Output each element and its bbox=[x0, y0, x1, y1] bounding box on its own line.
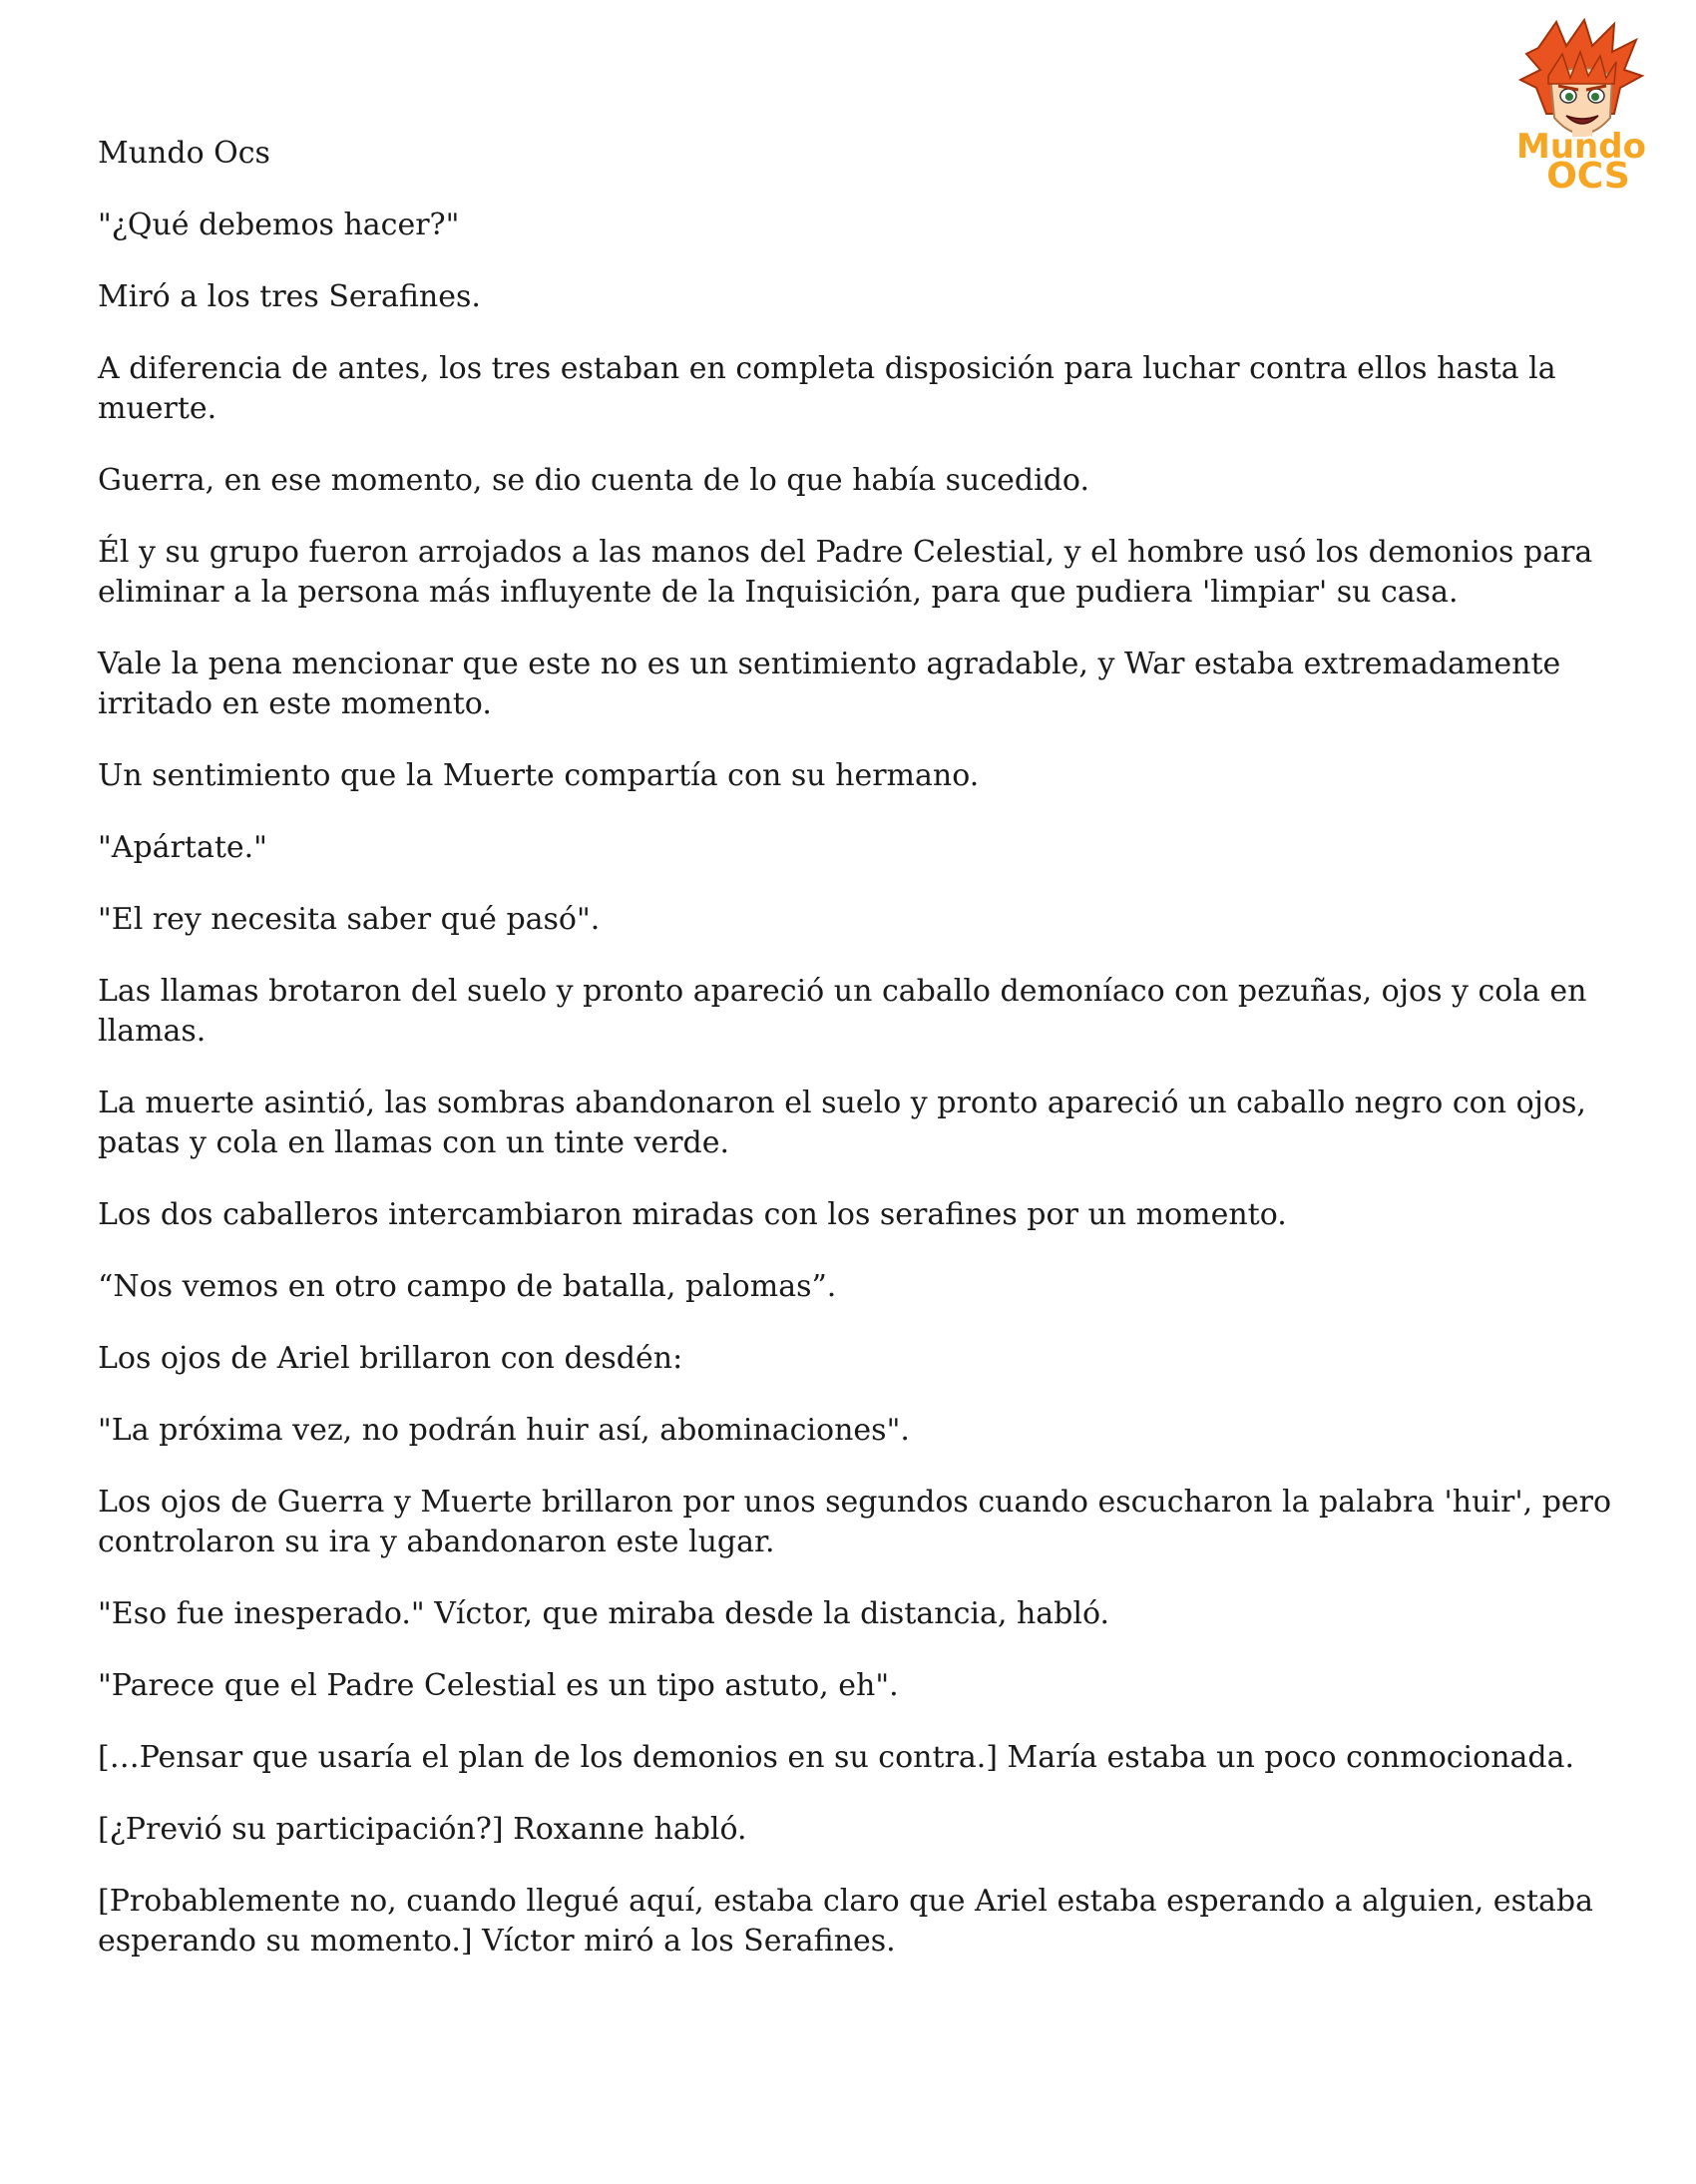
paragraph: Los ojos de Guerra y Muerte brillaron por unos segundos cuando escucharon la palabra 'huir', pero controlaron su ira y abandonaron este lugar. bbox=[98, 1485, 1612, 1559]
paragraph: Miró a los tres Serafines. bbox=[98, 279, 481, 314]
logo-text-line2: OCS bbox=[1546, 156, 1630, 193]
paragraph: "Parece que el Padre Celestial es un tipo astuto, eh". bbox=[98, 1668, 899, 1703]
document-header: Mundo Ocs bbox=[98, 136, 270, 171]
mundo-ocs-logo bbox=[1496, 18, 1666, 193]
paragraph: “Nos vemos en otro campo de batalla, palomas”. bbox=[98, 1269, 837, 1304]
paragraph: "La próxima vez, no podrán huir así, abominaciones". bbox=[98, 1413, 910, 1448]
logo-text-line1: Mundo bbox=[1516, 127, 1646, 167]
paragraph: Vale la pena mencionar que este no es un sentimiento agradable, y War estaba extremadamente irritado en este momento. bbox=[98, 647, 1561, 721]
paragraph: […Pensar que usaría el plan de los demonios en su contra.] María estaba un poco conmocionada. bbox=[98, 1740, 1575, 1775]
paragraph: Los dos caballeros intercambiaron miradas con los serafines por un momento. bbox=[98, 1197, 1287, 1232]
paragraph: Las llamas brotaron del suelo y pronto apareció un caballo demoníaco con pezuñas, ojos y cola en llamas. bbox=[98, 974, 1587, 1049]
paragraph: Él y su grupo fueron arrojados a las manos del Padre Celestial, y el hombre usó los demonios para eliminar a la persona más influyente de la Inquisición, para que pudiera 'limpiar' su casa. bbox=[98, 535, 1593, 610]
logo-wordmark bbox=[1516, 127, 1646, 193]
paragraph: "Apártate." bbox=[98, 830, 267, 865]
paragraph: Un sentimiento que la Muerte compartía con su hermano. bbox=[98, 758, 980, 793]
paragraph: La muerte asintió, las sombras abandonaron el suelo y pronto apareció un caballo negro con ojos, patas y cola en llamas con un tinte verde. bbox=[98, 1086, 1586, 1160]
paragraph: [¿Previó su participación?] Roxanne habló. bbox=[98, 1812, 747, 1847]
paragraph: "El rey necesita saber qué pasó". bbox=[98, 902, 601, 937]
paragraph: "Eso fue inesperado." Víctor, que miraba desde la distancia, habló. bbox=[98, 1596, 1110, 1631]
paragraph: "¿Qué debemos hacer?" bbox=[98, 208, 460, 242]
document-body bbox=[98, 206, 1642, 1993]
paragraph: Los ojos de Ariel brillaron con desdén: bbox=[98, 1341, 683, 1376]
paragraph: [Probablemente no, cuando llegué aquí, estaba claro que Ariel estaba esperando a alguien, estaba esperando su momento.] Víctor miró a los Serafines. bbox=[98, 1884, 1593, 1959]
mundo-ocs-logo-icon bbox=[1496, 18, 1666, 193]
paragraph: A diferencia de antes, los tres estaban en completa disposición para luchar contra ellos hasta la muerte. bbox=[98, 351, 1556, 426]
paragraph: Guerra, en ese momento, se dio cuenta de lo que había sucedido. bbox=[98, 463, 1089, 498]
